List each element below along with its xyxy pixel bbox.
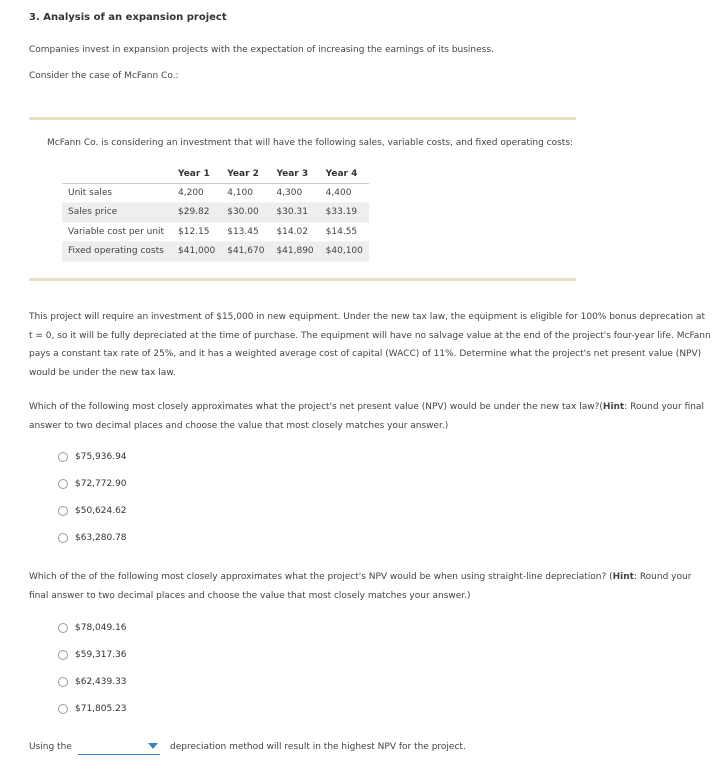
table-header-row bbox=[62, 166, 369, 183]
row-label: Variable cost per unit bbox=[62, 222, 172, 242]
q2-option-3[interactable] bbox=[58, 677, 127, 687]
table-cell: $41,000 bbox=[172, 242, 221, 262]
intro-text: Companies invest in expansion projects with the expectation of increasing the earnings of its business. bbox=[29, 45, 494, 55]
table-header-cell bbox=[62, 166, 172, 183]
table-cell: $41,670 bbox=[221, 242, 270, 262]
table-cell: $12.15 bbox=[172, 222, 221, 242]
table-cell: $14.02 bbox=[270, 222, 319, 242]
table-cell: $29.82 bbox=[172, 203, 221, 223]
question-3-prefix: Using the bbox=[29, 742, 72, 752]
radio-button[interactable] bbox=[58, 479, 68, 489]
table-row bbox=[62, 183, 369, 203]
table-header-cell: Year 2 bbox=[221, 166, 270, 183]
radio-button[interactable] bbox=[58, 650, 68, 660]
table-row bbox=[62, 242, 369, 262]
table-header-cell: Year 4 bbox=[320, 166, 369, 183]
q2-option-4[interactable] bbox=[58, 704, 127, 714]
row-label: Unit sales bbox=[62, 183, 172, 203]
table-cell: $33.19 bbox=[320, 203, 369, 223]
question-1-prompt bbox=[29, 398, 719, 436]
problem-line: t = 0, so it will be fully depreciated at the time of purchase. The equipment will have no salvage value at the end of the project's four-year life. McFann bbox=[29, 330, 711, 341]
table-cell: $30.31 bbox=[270, 203, 319, 223]
option-label: $75,936.94 bbox=[75, 452, 127, 462]
q1-option-1[interactable] bbox=[58, 452, 127, 462]
hint-label: Hint bbox=[612, 572, 634, 582]
table-cell: $14.55 bbox=[320, 222, 369, 242]
table-cell: $41,890 bbox=[270, 242, 319, 262]
radio-button[interactable] bbox=[58, 677, 68, 687]
q1-option-4[interactable] bbox=[58, 533, 127, 543]
row-label: Sales price bbox=[62, 203, 172, 223]
chevron-down-icon[interactable] bbox=[148, 743, 158, 749]
table-cell: $13.45 bbox=[221, 222, 270, 242]
option-label: $71,805.23 bbox=[75, 704, 127, 714]
section-divider-bottom bbox=[29, 278, 576, 281]
question-2-prompt bbox=[29, 568, 719, 606]
q1-option-2[interactable] bbox=[58, 479, 127, 489]
table-header-cell: Year 1 bbox=[172, 166, 221, 183]
question-1-text-end: : Round your final bbox=[624, 402, 704, 412]
table-cell: 4,400 bbox=[320, 183, 369, 203]
radio-button[interactable] bbox=[58, 452, 68, 462]
q2-option-2[interactable] bbox=[58, 650, 127, 660]
table-cell: 4,200 bbox=[172, 183, 221, 203]
problem-line: This project will require an investment of $15,000 in new equipment. Under the new tax law, the equipment is eligible for 100% bonus deprecation at bbox=[29, 312, 706, 322]
option-label: $63,280.78 bbox=[75, 533, 127, 543]
radio-button[interactable] bbox=[58, 533, 68, 543]
table-cell: 4,300 bbox=[270, 183, 319, 203]
problem-line: pays a constant tax rate of 25%, and it has a weighted average cost of capital (WACC) of 11%. Determine what the project's net present value (NPV) bbox=[29, 349, 702, 359]
option-label: $78,049.16 bbox=[75, 623, 127, 633]
table-row bbox=[62, 222, 369, 242]
question-2-text: Which of the of the following most closely approximates what the project's NPV would be when using straight-line depreciation? ( bbox=[29, 572, 613, 582]
case-intro-text: Consider the case of McFann Co.: bbox=[29, 71, 179, 81]
table-cell: $40,100 bbox=[320, 242, 369, 262]
question-1-text: Which of the following most closely approximates what the project's net present value (NPV) would be under the new tax law?( bbox=[29, 402, 603, 412]
problem-statement bbox=[29, 308, 714, 382]
question-title: 3. Analysis of an expansion project bbox=[29, 12, 227, 23]
table-cell: $30.00 bbox=[221, 203, 270, 223]
question-1-text-line2: answer to two decimal places and choose the value that most closely matches your answer.) bbox=[29, 421, 449, 431]
hint-label: Hint bbox=[602, 402, 625, 412]
costs-table bbox=[62, 166, 369, 262]
row-label: Fixed operating costs bbox=[62, 242, 172, 262]
table-row bbox=[62, 203, 369, 223]
radio-button[interactable] bbox=[58, 623, 68, 633]
table-cell: 4,100 bbox=[221, 183, 270, 203]
option-label: $62,439.33 bbox=[75, 677, 127, 687]
option-label: $72,772.90 bbox=[75, 479, 127, 489]
q2-option-1[interactable] bbox=[58, 623, 127, 633]
question-2-text-line2: final answer to two decimal places and choose the value that most closely matches your answer.) bbox=[29, 591, 471, 601]
option-label: $50,624.62 bbox=[75, 506, 127, 516]
dropdown-underline bbox=[78, 754, 160, 755]
radio-button[interactable] bbox=[58, 704, 68, 714]
table-intro-text: McFann Co. is considering an investment that will have the following sales, variable costs, and fixed operating costs: bbox=[47, 138, 574, 148]
q1-option-3[interactable] bbox=[58, 506, 127, 516]
problem-line: would be under the new tax law. bbox=[29, 367, 176, 378]
option-label: $59,317.36 bbox=[75, 650, 127, 660]
radio-button[interactable] bbox=[58, 506, 68, 516]
table-header-cell: Year 3 bbox=[270, 166, 319, 183]
question-2-text-end: : Round your bbox=[633, 572, 692, 582]
question-3-suffix: depreciation method will result in the highest NPV for the project. bbox=[170, 742, 466, 752]
section-divider-top bbox=[29, 117, 576, 120]
